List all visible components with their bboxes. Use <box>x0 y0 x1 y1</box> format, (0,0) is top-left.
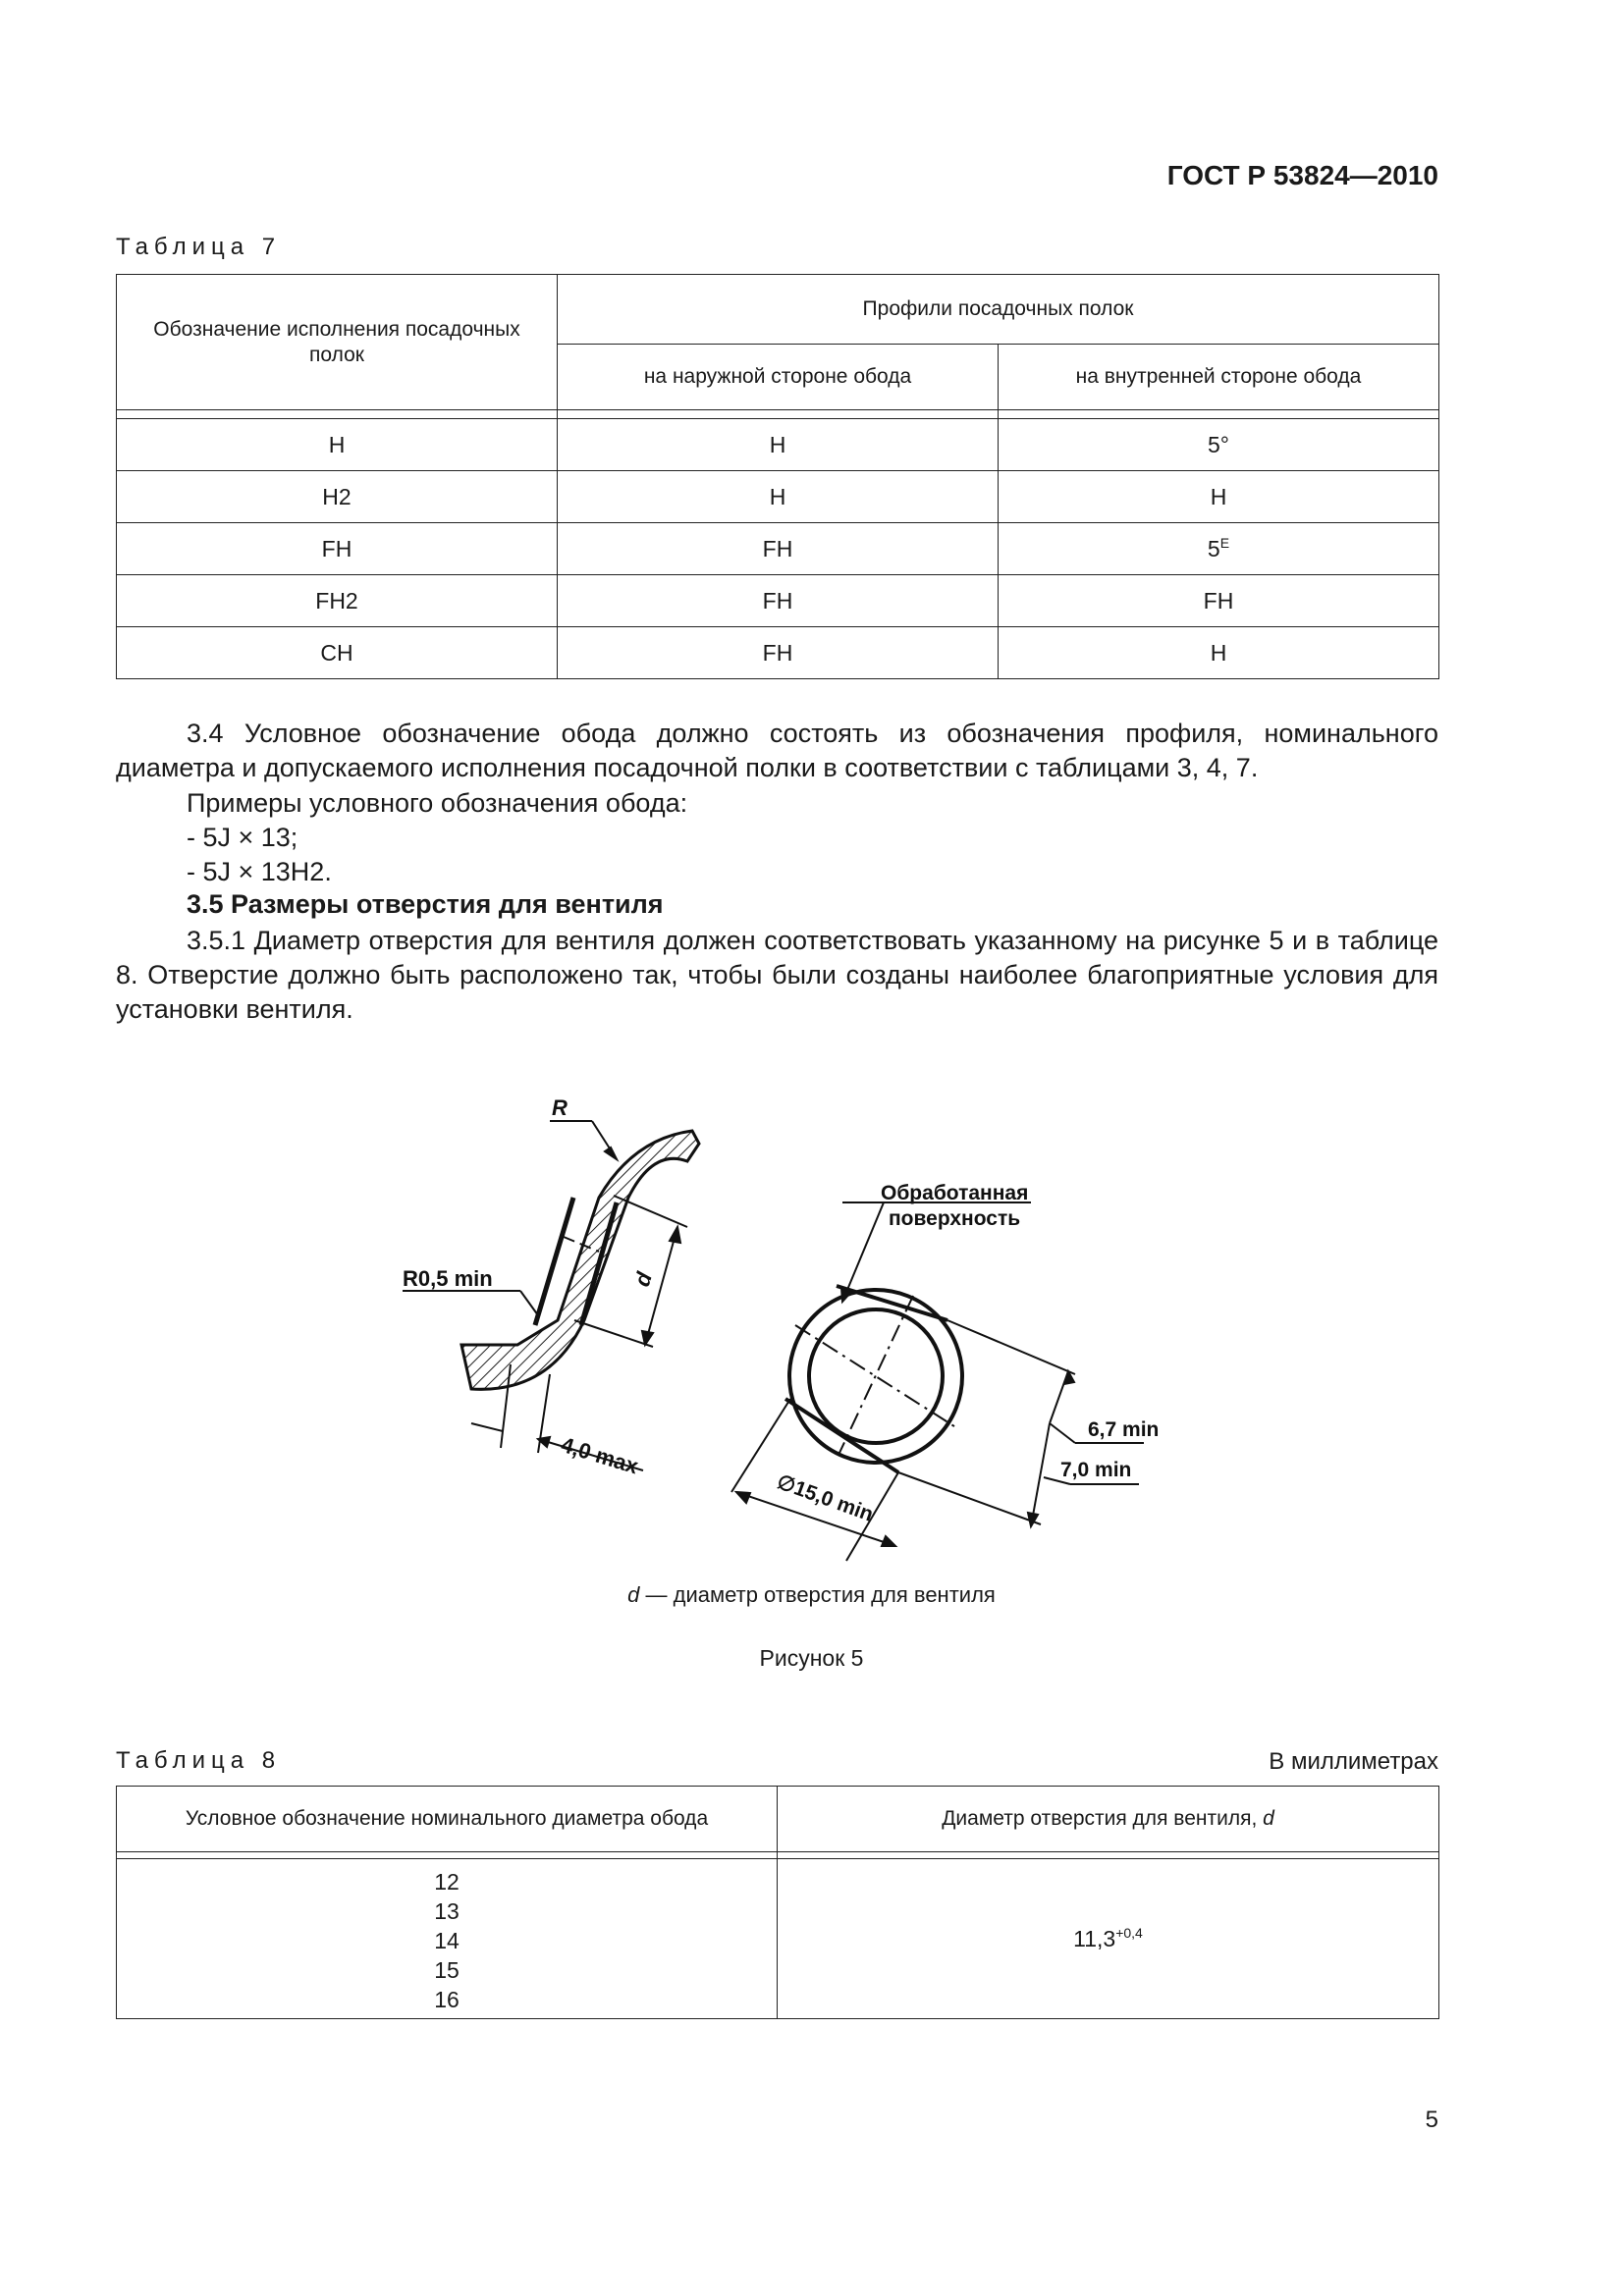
section-heading-3-5: 3.5 Размеры отверстия для вентиля <box>187 889 664 919</box>
list-item: 15 <box>434 1957 460 1983</box>
table-cell: FH2 <box>117 575 558 627</box>
rim-section <box>461 1131 699 1389</box>
label-d: d <box>628 1269 657 1290</box>
paragraph-3-5-1: 3.5.1 Диаметр отверстия для вентиля должен соответствовать указанному на рисунке 5 и в таблице 8. Отверстие должно быть расположено так, чтобы были созданы наиболее благоприятные условия для установки вентиля. <box>116 926 1438 1024</box>
valve-hole-dimensions <box>731 1202 1144 1561</box>
table-row <box>117 471 1439 523</box>
table-cell: FH <box>117 523 558 575</box>
valve-hole-labels <box>774 1182 1159 1526</box>
table7-col2-header: на наружной стороне обода <box>558 345 999 410</box>
table-cell: FH <box>558 627 999 679</box>
table-row <box>117 419 1439 471</box>
table7-col3-header: на внутренней стороне обода <box>999 345 1439 410</box>
example-2: - 5J × 13H2. <box>187 857 332 886</box>
list-item: 13 <box>434 1898 460 1924</box>
table7-group-header: Профили посадочных полок <box>558 275 1439 345</box>
paragraph-3-4: 3.4 Условное обозначение обода должно состоять из обозначения профиля, номинального диаметра и допускаемого исполнения посадочной полки в соответствии с таблицами 3, 4, 7. <box>116 719 1438 782</box>
examples-intro: Примеры условного обозначения обода: <box>187 788 688 818</box>
document-code: ГОСТ Р 53824—2010 <box>1166 160 1438 190</box>
table7-separator <box>117 410 1439 419</box>
valve-hole-diameter-value: $11,3^{+0,4}$ <box>778 1859 1439 2019</box>
valve-hole <box>785 1286 962 1472</box>
table-8 <box>116 1786 1439 2019</box>
table7-caption: Таблица 7 <box>116 234 282 260</box>
table-row <box>117 1859 1439 2019</box>
table-cell: FH <box>558 575 999 627</box>
table8-caption: Таблица 8 <box>116 1747 282 1774</box>
table8-col2-header: Диаметр отверстия для вентиля, d <box>778 1787 1439 1852</box>
label-6-7-min: 6,7 min <box>1088 1418 1160 1441</box>
label-r: R <box>552 1095 568 1120</box>
legend-text: — диаметр отверстия для вентиля <box>639 1582 996 1607</box>
figure-title: Рисунок 5 <box>759 1645 864 1671</box>
list-item: 12 <box>434 1869 460 1895</box>
table-cell: H <box>999 627 1439 679</box>
table-row <box>117 627 1439 679</box>
table8-units: В миллиметрах <box>1269 1748 1438 1775</box>
list-item: 14 <box>434 1928 460 1953</box>
label-4-0-max: 4,0 max <box>558 1431 642 1479</box>
label-machined-2: поверхность <box>889 1207 1021 1230</box>
table-7 <box>116 274 1439 679</box>
legend-symbol: d <box>627 1582 640 1607</box>
rim-labels <box>403 1095 657 1479</box>
list-item: 16 <box>434 1987 460 2012</box>
label-r05: R0,5 min <box>403 1266 493 1291</box>
table7-col1-header: Обозначение исполнения посадочных полок <box>117 275 558 410</box>
table-cell: 5° <box>999 419 1439 471</box>
table-cell: H <box>999 471 1439 523</box>
table-cell: $5^E$ <box>999 523 1439 575</box>
table-cell: H2 <box>117 471 558 523</box>
table-cell: CH <box>117 627 558 679</box>
table-cell: H <box>558 419 999 471</box>
table-row <box>117 523 1439 575</box>
figure-legend <box>0 1582 1623 1608</box>
table-cell: FH <box>999 575 1439 627</box>
table8-separator <box>117 1852 1439 1859</box>
label-15-0-min: ∅15,0 min <box>774 1470 877 1526</box>
table-cell: FH <box>558 523 999 575</box>
example-1: - 5J × 13; <box>187 823 298 852</box>
table-row <box>117 575 1439 627</box>
label-machined-1: Обработанная <box>881 1182 1029 1204</box>
label-7-0-min: 7,0 min <box>1060 1459 1132 1481</box>
figure-5-drawing <box>0 1060 1623 1571</box>
page-number: 5 <box>1425 2107 1438 2133</box>
nominal-diameter-list <box>117 1859 778 2019</box>
table-cell: H <box>117 419 558 471</box>
table8-col1-header: Условное обозначение номинального диаметра обода <box>117 1787 778 1852</box>
table-cell: H <box>558 471 999 523</box>
